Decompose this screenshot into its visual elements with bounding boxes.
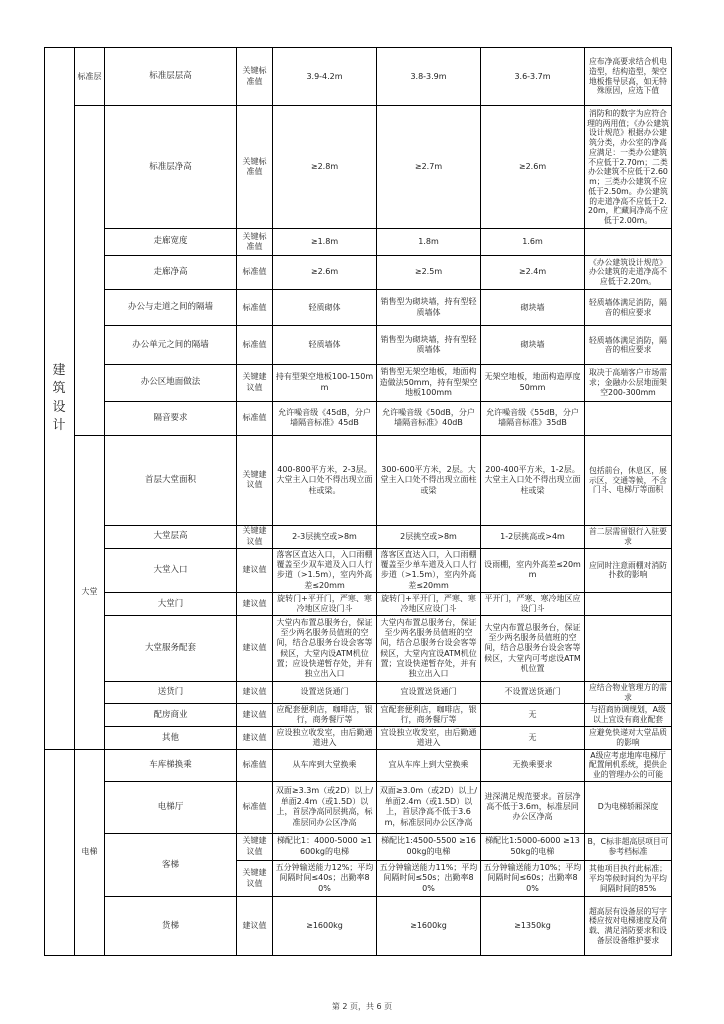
grade-b-value: ≥2.5m — [377, 255, 481, 289]
item-name: 车库梯换乘 — [105, 750, 237, 782]
value-type: 建议值 — [237, 548, 273, 592]
item-name: 客梯 — [105, 833, 237, 897]
grade-c-value: 大堂内布置总服务台，保证至少两名服务员值班的空间，结合总服务台设会客等候区，大堂内可考虑设ATM机位置 — [481, 616, 585, 682]
grade-c-value: ≥1350kg — [481, 897, 585, 956]
grade-b-value: 双面≥3.0m（或2D）以上/单面2.4m（或1.5D）以上，首层净高不低于3.6m，标准层同办公区净高 — [377, 781, 481, 833]
value-type: 标准值 — [237, 401, 273, 435]
table-row — [45, 750, 672, 782]
section-lobby: 大堂 — [75, 436, 105, 750]
remark — [585, 229, 672, 255]
item-name: 大堂门 — [105, 593, 237, 616]
table-row — [45, 326, 672, 365]
grade-b-value: 五分钟输送能力11%；平均间隔时间≤50s；出勤率80% — [377, 860, 481, 897]
page-footer: 第 2 页，共 6 页 — [331, 1002, 393, 1011]
grade-b-value: 1.8m — [377, 229, 481, 255]
spec-table — [44, 47, 672, 956]
item-name: 办公与走道之间的隔墙 — [105, 289, 237, 326]
section-building-design: 建筑设计 — [45, 48, 75, 750]
grade-c-value: 设雨棚，室内外高差≤20mm — [481, 548, 585, 592]
remark — [585, 616, 672, 682]
table-row — [45, 616, 672, 682]
grade-c-value: 1.6m — [481, 229, 585, 255]
grade-c-value: 五分钟输送能力10%；平均间隔时间≤60s；出勤率80% — [481, 860, 585, 897]
remark: D为电梯轿厢深度 — [585, 781, 672, 833]
grade-a-value: 旋转门+平开门，严寒、寒冷地区应设门斗 — [273, 593, 377, 616]
remark: 应同时注意雨棚对消防扑救的影响 — [585, 548, 672, 592]
grade-c-value: 1-2层挑高或>4m — [481, 525, 585, 548]
grade-b-value: 宜设置送货通门 — [377, 682, 481, 704]
grade-b-value: ≥1600kg — [377, 897, 481, 956]
value-type: 建议值 — [237, 897, 273, 956]
table-row — [45, 727, 672, 750]
table-row — [45, 48, 672, 106]
value-type: 建议值 — [237, 704, 273, 727]
grade-a-value: 轻质砌体 — [273, 289, 377, 326]
grade-b-value: 允许噪音级《50dB，分户墙隔音标准》40dB — [377, 401, 481, 435]
grade-a-value: 双面≥3.3m（或2D）以上/单面2.4m（或1.5D）以上，首层净高同层挑高，标准层同办公区净高 — [273, 781, 377, 833]
grade-b-value: 300-600平方米，2层。大堂主入口处不得出现立面柱或梁 — [377, 436, 481, 526]
grade-a-value: 五分钟输送能力12%；平均间隔时间≤40s；出勤率80% — [273, 860, 377, 897]
grade-a-value: 大堂内布置总服务台，保证至少两名服务员值班的空间，结合总服务台设会客等候区，大堂内设ATM机位置；应设快递暂存处，并有独立出入口 — [273, 616, 377, 682]
table-row — [45, 833, 672, 860]
section-building-design-cont — [45, 750, 75, 956]
value-type: 建议值 — [237, 727, 273, 750]
value-type: 关键标准值 — [237, 106, 273, 229]
grade-b-value: 销售型为砌块墙，持有型轻质墙体 — [377, 289, 481, 326]
value-type: 关键建议值 — [237, 833, 273, 860]
grade-c-value: 砌块墙 — [481, 326, 585, 365]
remark: 其他项目执行此标准；平均等候时间约为平均间隔时间的85% — [585, 860, 672, 897]
value-type: 标准值 — [237, 781, 273, 833]
table-row — [45, 436, 672, 526]
grade-c-value: 砌块墙 — [481, 289, 585, 326]
grade-a-value: ≥1.8m — [273, 229, 377, 255]
remark: 消防和的数字为应符合理的两用值；《办公建筑设计规范》根据办公建筑分类，办公室的净高应满足：一类办公建筑不应低于2.70m；二类办公建筑不应低于2.60m；三类办公建筑不应低于2.50m。办公建筑的走道净高不应低于2.20m，贮藏间净高不应低于2.00m。 — [585, 106, 672, 229]
grade-b-value: 落客区直达入口，入口雨棚覆盖至少单车道及入口人行步道（>1.5m），室内外高差≤20mm — [377, 548, 481, 592]
remark — [585, 401, 672, 435]
value-type: 标准值 — [237, 326, 273, 365]
spec-table-sheet — [44, 47, 671, 956]
grade-c-value: ≥2.4m — [481, 255, 585, 289]
table-row — [45, 229, 672, 255]
remark: B，C标非超高层项目可参考档标准 — [585, 833, 672, 860]
value-type: 标准值 — [237, 289, 273, 326]
value-type: 关键建议值 — [237, 525, 273, 548]
item-name: 标准层层高 — [105, 48, 237, 106]
table-row — [45, 548, 672, 592]
grade-c-value: 无 — [481, 727, 585, 750]
grade-b-value: 2层挑空或>8m — [377, 525, 481, 548]
remark: 包括前台，休息区，展示区，交通等候，不含门斗、电梯厅等面积 — [585, 436, 672, 526]
item-name: 配房商业 — [105, 704, 237, 727]
table-row — [45, 682, 672, 704]
grade-c-value: 进深满足规范要求。首层净高不低于3.6m，标准层同办公区净高 — [481, 781, 585, 833]
grade-a-value: 设置送货通门 — [273, 682, 377, 704]
grade-b-value: 旋转门+平开门，严寒、寒冷地区应设门斗 — [377, 593, 481, 616]
grade-c-value: 3.6-3.7m — [481, 48, 585, 106]
item-name: 大堂服务配套 — [105, 616, 237, 682]
remark — [585, 593, 672, 616]
value-type: 关键建议值 — [237, 436, 273, 526]
item-name: 标准层净高 — [105, 106, 237, 229]
grade-b-value: 宜从车库上到大堂换乘 — [377, 750, 481, 782]
grade-c-value: 无架空地板，地面构造厚度50mm — [481, 365, 585, 402]
grade-a-value: ≥2.6m — [273, 255, 377, 289]
value-type: 建议值 — [237, 593, 273, 616]
grade-a-value: 梯配比1：4000-5000 ≥1600kg的电梯 — [273, 833, 377, 860]
remark: 轻质墙体满足消防，隔音的相应要求 — [585, 326, 672, 365]
remark: 取决于高端客户市场需求；金融办公层地面架空200-300mm — [585, 365, 672, 402]
grade-c-value: 无换乘要求 — [481, 750, 585, 782]
grade-a-value: 应设独立收发室，由后勤通道进入 — [273, 727, 377, 750]
remark: 应布净高要求结合机电造型，结构造型，架空地板推导层高，如无特殊原因，应选下值 — [585, 48, 672, 106]
value-type: 关键标准值 — [237, 48, 273, 106]
grade-b-value: 宜配套便利店，咖啡店，银行，商务餐厅等 — [377, 704, 481, 727]
grade-b-value: 销售型为砌块墙，持有型轻质墙体 — [377, 326, 481, 365]
value-type: 关键标准值 — [237, 229, 273, 255]
item-name: 货梯 — [105, 897, 237, 956]
value-type: 关键建议值 — [237, 365, 273, 402]
table-row — [45, 401, 672, 435]
grade-a-value: 2-3层挑空或>8m — [273, 525, 377, 548]
grade-a-value: 3.9-4.2m — [273, 48, 377, 106]
value-type: 标准值 — [237, 255, 273, 289]
item-name: 大堂入口 — [105, 548, 237, 592]
grade-a-value: 落客区直达入口，入口雨棚覆盖至少双车道及入口人行步道（>1.5m），室内外高差≤20mm — [273, 548, 377, 592]
grade-c-value: 允许噪音级《55dB，分户墙隔音标准》35dB — [481, 401, 585, 435]
table-row — [45, 704, 672, 727]
table-row — [45, 106, 672, 229]
item-name: 其他 — [105, 727, 237, 750]
table-row — [45, 781, 672, 833]
item-name: 走廊宽度 — [105, 229, 237, 255]
grade-c-value: 无 — [481, 704, 585, 727]
remark: 轻质墙体满足消防，隔音的相应要求 — [585, 289, 672, 326]
grade-c-value: 200-400平方米，1-2层。大堂主入口处不得出现立面柱或梁 — [481, 436, 585, 526]
item-name: 电梯厅 — [105, 781, 237, 833]
remark: 超高层有设备层的写字楼应按对电梯速度及荷载、满足消防要求和设备层设备维护要求 — [585, 897, 672, 956]
section-standard-floor-cont — [75, 106, 105, 436]
item-name: 首层大堂面积 — [105, 436, 237, 526]
table-row — [45, 289, 672, 326]
item-name: 大堂层高 — [105, 525, 237, 548]
table-row — [45, 365, 672, 402]
grade-a-value: 从车库到大堂换乘 — [273, 750, 377, 782]
grade-c-value: 梯配比1:5000-6000 ≥1350kg的电梯 — [481, 833, 585, 860]
grade-a-value: 应配套便利店，咖啡店，银行，商务餐厅等 — [273, 704, 377, 727]
item-name: 隔音要求 — [105, 401, 237, 435]
grade-c-value: 不设置送货通门 — [481, 682, 585, 704]
grade-a-value: ≥2.8m — [273, 106, 377, 229]
grade-a-value: 轻质墙体 — [273, 326, 377, 365]
grade-b-value: ≥2.7m — [377, 106, 481, 229]
grade-b-value: 宜设独立收发室，由后勤通道进入 — [377, 727, 481, 750]
item-name: 走廊净高 — [105, 255, 237, 289]
table-row — [45, 525, 672, 548]
remark: A级应考虑地库电梯厅配置闸机系统，提供企业的管理办公的可能 — [585, 750, 672, 782]
value-type: 建议值 — [237, 682, 273, 704]
grade-a-value: 400-800平方米，2-3层。大堂主入口处不得出现立面柱或梁。 — [273, 436, 377, 526]
grade-b-value: 梯配比1:4500-5500 ≥1600kg的电梯 — [377, 833, 481, 860]
grade-c-value: ≥2.6m — [481, 106, 585, 229]
section-standard-floor: 标准层 — [75, 48, 105, 106]
item-name: 办公区地面做法 — [105, 365, 237, 402]
value-type: 关键建议值 — [237, 860, 273, 897]
grade-a-value: 持有型架空地板100-150mm — [273, 365, 377, 402]
grade-b-value: 大堂内布置总服务台，保证至少两名服务员值班的空间，结合总服务台设会客等候区，大堂内宜设ATM机位置；宜设快递暂存处，并有独立出入口 — [377, 616, 481, 682]
item-name: 送货门 — [105, 682, 237, 704]
table-row — [45, 255, 672, 289]
remark: 《办公建筑设计规范》办公建筑的走道净高不应低于2.20m。 — [585, 255, 672, 289]
grade-b-value: 3.8-3.9m — [377, 48, 481, 106]
grade-a-value: ≥1600kg — [273, 897, 377, 956]
remark: 应避免快递对大堂品质的影响 — [585, 727, 672, 750]
section-elevator: 电梯 — [75, 750, 105, 956]
grade-b-value: 销售型无架空地板，地面构造做法50mm，持有型架空地板100mm — [377, 365, 481, 402]
grade-c-value: 平开门，严寒、寒冷地区应设门斗 — [481, 593, 585, 616]
value-type: 建议值 — [237, 616, 273, 682]
table-row — [45, 897, 672, 956]
remark: 与招商协调规划，A级以上宜设有商业配套 — [585, 704, 672, 727]
item-name: 办公单元之间的隔墙 — [105, 326, 237, 365]
remark: 应结合物业管理方的需求 — [585, 682, 672, 704]
remark: 首二层需留银行入驻要求 — [585, 525, 672, 548]
table-row — [45, 593, 672, 616]
value-type: 标准值 — [237, 750, 273, 782]
grade-a-value: 允许噪音级《45dB，分户墙隔音标准》45dB — [273, 401, 377, 435]
